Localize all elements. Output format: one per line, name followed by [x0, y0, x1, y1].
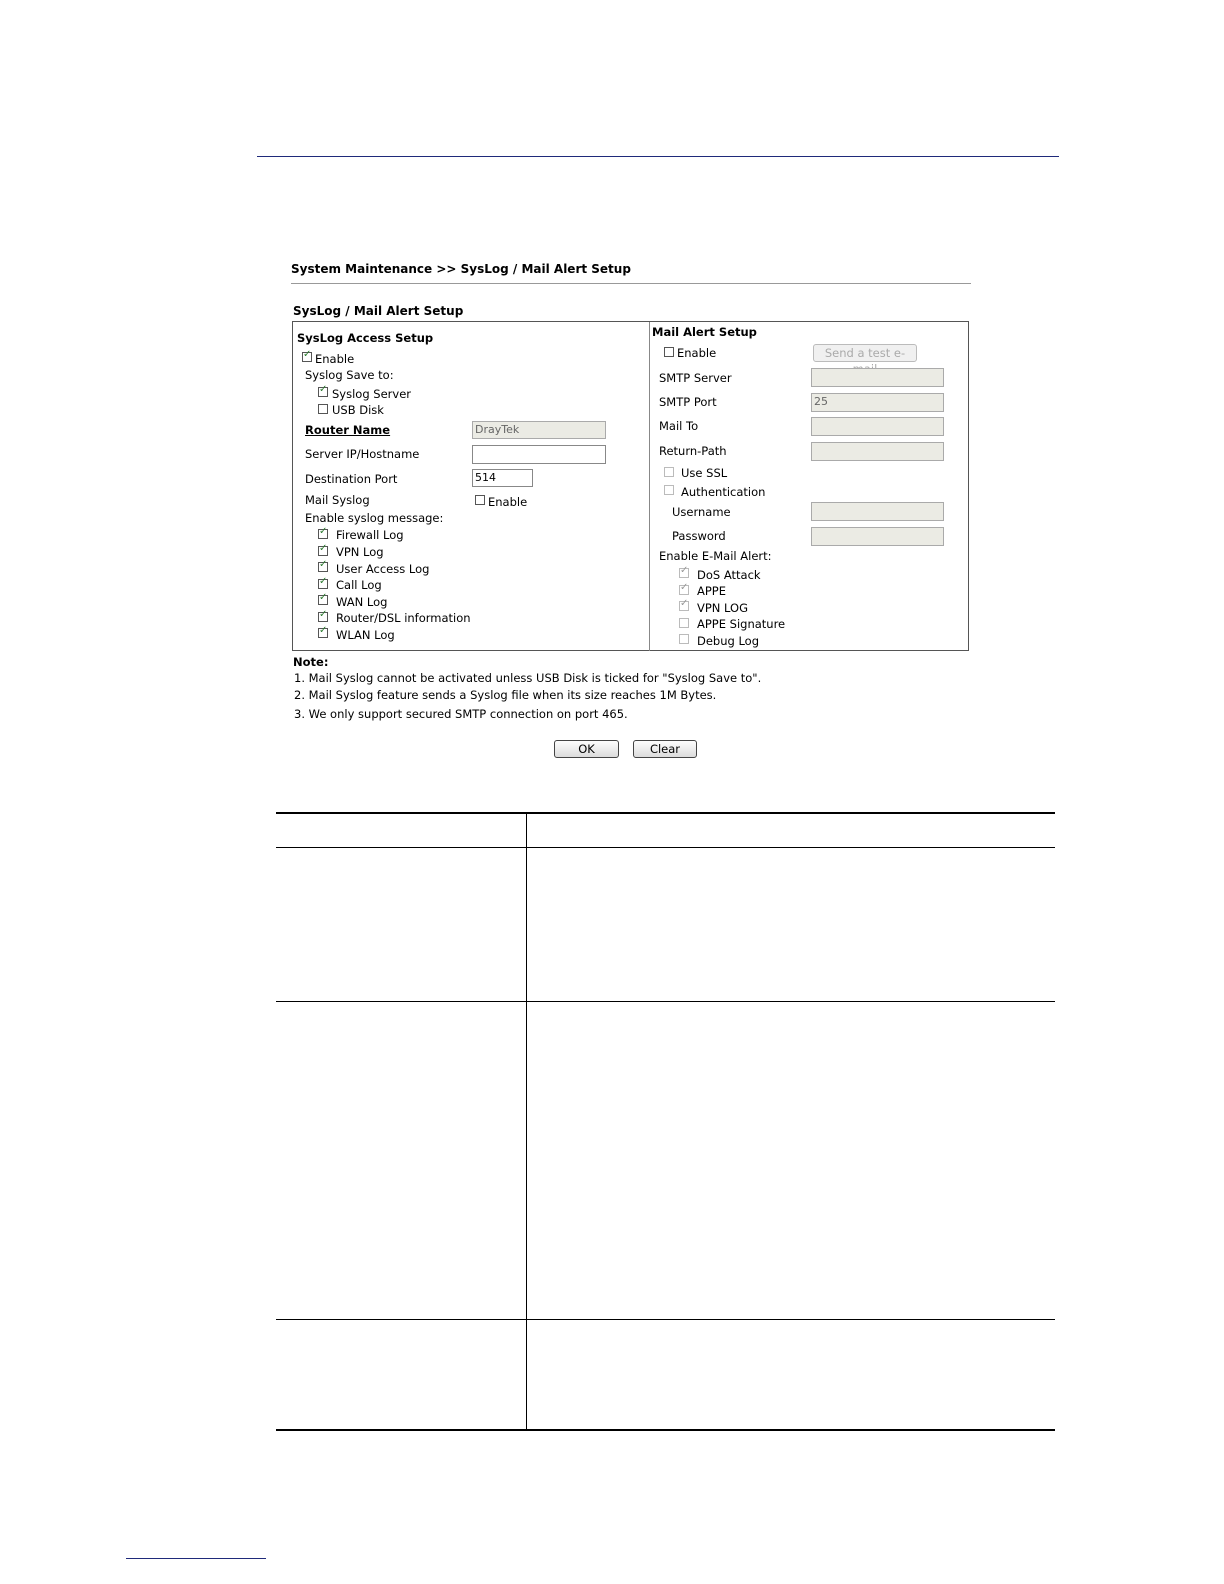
smtp-server-input[interactable] — [811, 368, 944, 387]
alert-debug-log-label: Debug Log — [697, 634, 760, 648]
mail-syslog-enable-checkbox[interactable] — [475, 495, 485, 505]
smtp-port-input[interactable]: 25 — [811, 393, 944, 412]
smtp-port-label: SMTP Port — [659, 395, 717, 409]
authentication-label: Authentication — [681, 485, 766, 499]
alert-appe-signature-checkbox[interactable] — [679, 618, 689, 628]
mail-enable-checkbox[interactable] — [664, 347, 674, 357]
msg-router-dsl-checkbox[interactable] — [318, 612, 328, 622]
ok-button[interactable]: OK — [554, 740, 619, 758]
mail-to-input[interactable] — [811, 417, 944, 436]
syslog-messages-label: Enable syslog message: — [305, 511, 444, 525]
msg-firewall-log-label: Firewall Log — [336, 528, 404, 542]
mail-alert-title: Mail Alert Setup — [652, 325, 757, 339]
table-bottom-rule — [276, 1429, 1055, 1431]
syslog-enable-label: Enable — [315, 352, 355, 366]
destination-port-input[interactable]: 514 — [472, 469, 533, 487]
alert-debug-log-checkbox[interactable] — [679, 634, 689, 644]
return-path-label: Return-Path — [659, 444, 727, 458]
note-title: Note: — [293, 655, 329, 669]
breadcrumb: System Maintenance >> SysLog / Mail Alert Setup — [291, 262, 631, 276]
save-usb-disk-checkbox[interactable] — [318, 404, 328, 414]
msg-user-access-log-label: User Access Log — [336, 562, 430, 576]
table-row-rule — [276, 1001, 1055, 1002]
msg-wlan-log-checkbox[interactable] — [318, 628, 328, 638]
alert-appe-checkbox[interactable] — [679, 585, 689, 595]
save-syslog-server-checkbox[interactable] — [318, 387, 328, 397]
msg-router-dsl-label: Router/DSL information — [336, 611, 471, 625]
table-header-rule — [276, 847, 1055, 848]
alert-dos-attack-label: DoS Attack — [697, 568, 761, 582]
mail-syslog-enable-label: Enable — [488, 495, 528, 509]
return-path-input[interactable] — [811, 442, 944, 461]
alert-appe-signature-label: APPE Signature — [697, 617, 786, 631]
note-item-2: 2. Mail Syslog feature sends a Syslog file when its size reaches 1M Bytes. — [294, 688, 717, 702]
alert-dos-attack-checkbox[interactable] — [679, 568, 689, 578]
table-column-divider — [526, 813, 527, 1430]
password-input[interactable] — [811, 527, 944, 546]
alert-appe-label: APPE — [697, 584, 727, 598]
msg-firewall-log-checkbox[interactable] — [318, 529, 328, 539]
router-name-link[interactable]: Router Name — [305, 423, 391, 437]
msg-call-log-label: Call Log — [336, 578, 382, 592]
mail-enable-label: Enable — [677, 346, 717, 360]
panel-divider — [649, 322, 650, 651]
server-ip-label: Server IP/Hostname — [305, 447, 420, 461]
username-input[interactable] — [811, 502, 944, 521]
alert-vpn-log-label: VPN LOG — [697, 601, 749, 615]
msg-vpn-log-checkbox[interactable] — [318, 546, 328, 556]
page-header-rule — [257, 156, 1059, 157]
server-ip-input[interactable] — [472, 445, 606, 464]
footer-rule — [126, 1558, 266, 1559]
save-usb-disk-label: USB Disk — [332, 403, 384, 417]
msg-wan-log-label: WAN Log — [336, 595, 388, 609]
msg-call-log-checkbox[interactable] — [318, 579, 328, 589]
syslog-enable-checkbox[interactable] — [302, 352, 312, 362]
table-row-rule — [276, 1319, 1055, 1320]
breadcrumb-rule — [291, 283, 971, 284]
clear-button[interactable]: Clear — [633, 740, 697, 758]
router-name-input[interactable]: DrayTek — [472, 421, 606, 439]
password-label: Password — [672, 529, 726, 543]
msg-wan-log-checkbox[interactable] — [318, 595, 328, 605]
username-label: Username — [672, 505, 731, 519]
syslog-save-to-label: Syslog Save to: — [305, 368, 394, 382]
msg-wlan-log-label: WLAN Log — [336, 628, 395, 642]
destination-port-label: Destination Port — [305, 472, 398, 486]
table-top-rule — [276, 812, 1055, 814]
note-item-1: 1. Mail Syslog cannot be activated unless USB Disk is ticked for "Syslog Save to". — [294, 671, 762, 685]
msg-vpn-log-label: VPN Log — [336, 545, 384, 559]
msg-user-access-log-checkbox[interactable] — [318, 562, 328, 572]
send-test-email-button[interactable]: Send a test e- — [813, 344, 917, 362]
smtp-server-label: SMTP Server — [659, 371, 732, 385]
mail-to-label: Mail To — [659, 419, 699, 433]
use-ssl-label: Use SSL — [681, 466, 728, 480]
authentication-checkbox[interactable] — [664, 485, 674, 495]
note-item-3: 3. We only support secured SMTP connection on port 465. — [294, 707, 628, 721]
syslog-title: SysLog Access Setup — [297, 331, 434, 345]
alert-vpn-log-checkbox[interactable] — [679, 601, 689, 611]
section-title: SysLog / Mail Alert Setup — [293, 304, 464, 318]
mail-syslog-label: Mail Syslog — [305, 493, 370, 507]
email-alert-label: Enable E-Mail Alert: — [659, 549, 772, 563]
save-syslog-server-label: Syslog Server — [332, 387, 411, 401]
use-ssl-checkbox[interactable] — [664, 467, 674, 477]
